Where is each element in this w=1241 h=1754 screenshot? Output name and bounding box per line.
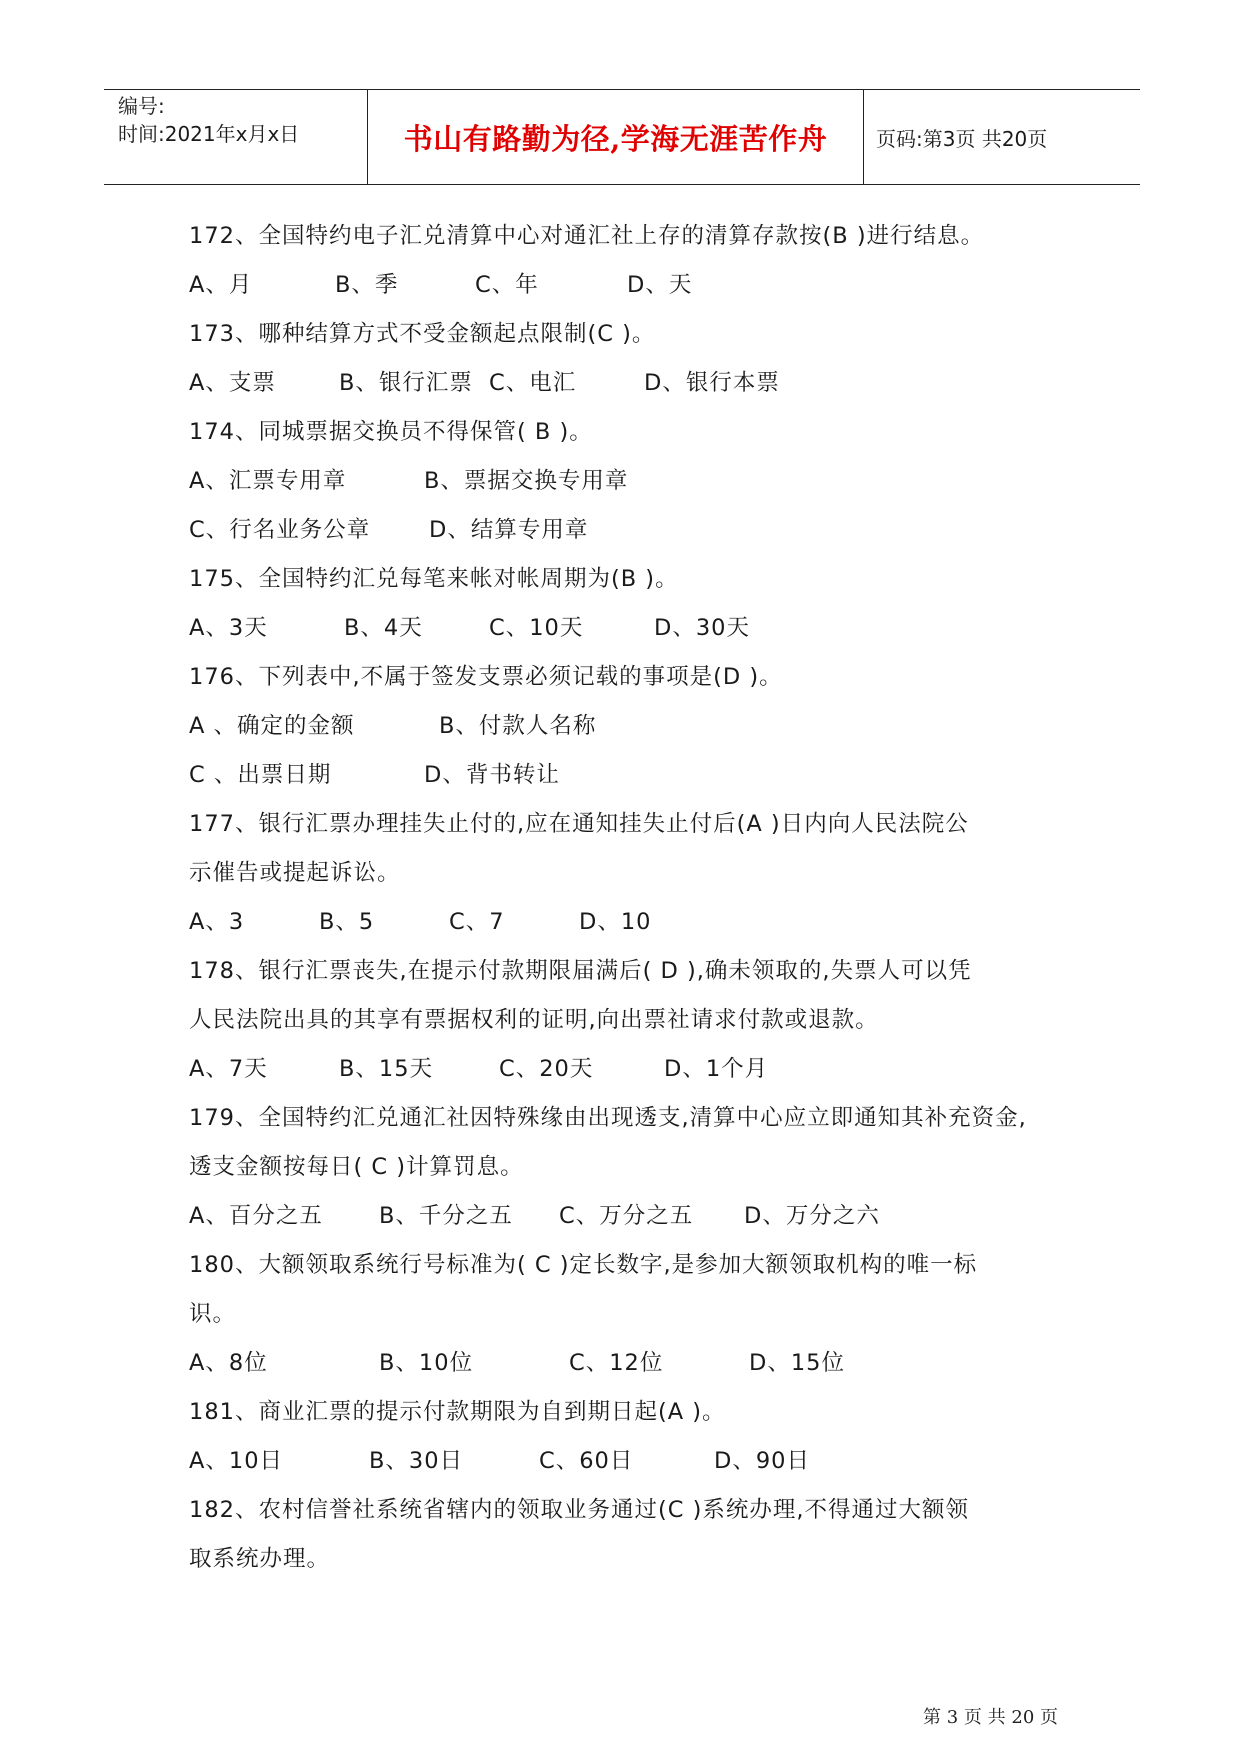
answer-option: A、7天 (189, 1056, 268, 1082)
answer-option: A、3 (189, 909, 245, 935)
answer-option: A 、确定的金额 (189, 713, 355, 739)
answer-option: D、10 (579, 909, 652, 935)
answer-option: D、万分之六 (744, 1203, 880, 1229)
header-page-cell (864, 90, 1140, 184)
question-text-line: 177、银行汇票办理挂失止付的,应在通知挂失止付后(A )日内向人民法院公 (189, 811, 969, 837)
answer-option: D、90日 (714, 1448, 810, 1474)
question-text-line: 182、农村信誉社系统省辖内的领取业务通过(C )系统办理,不得通过大额领 (189, 1497, 970, 1523)
answer-option: D、30天 (654, 615, 750, 641)
answer-option: B、千分之五 (379, 1203, 513, 1229)
answer-option: B、季 (335, 272, 399, 298)
question-text-line: 173、哪种结算方式不受金额起点限制(C )。 (189, 321, 656, 347)
answer-options-row (189, 359, 1079, 408)
answer-options-row (189, 1045, 1079, 1094)
page-footer: 第 3 页 共 20 页 (923, 1707, 1058, 1728)
answer-option: D、15位 (749, 1350, 845, 1376)
question-text-line: 179、全国特约汇兑通汇社因特殊缘由出现透支,清算中心应立即通知其补充资金, (189, 1105, 1027, 1131)
answer-option: B、票据交换专用章 (424, 468, 629, 494)
answer-option: A、汇票专用章 (189, 468, 347, 494)
answer-option: C 、出票日期 (189, 762, 332, 788)
answer-option: A、月 (189, 272, 253, 298)
answer-options-row (189, 261, 1079, 310)
header-meta-cell (104, 90, 368, 184)
answer-options-row (189, 1437, 1079, 1486)
question-text-line: 176、下列表中,不属于签发支票必须记载的事项是(D )。 (189, 664, 783, 690)
answer-option: C、12位 (569, 1350, 664, 1376)
answer-option: A、百分之五 (189, 1203, 323, 1229)
answer-option: C、7 (449, 909, 505, 935)
answer-options-row (189, 457, 1079, 506)
answer-option: B、4天 (344, 615, 423, 641)
answer-options-row (189, 506, 1079, 555)
page-header (104, 89, 1140, 185)
answer-option: D、银行本票 (644, 370, 780, 396)
answer-option: B、10位 (379, 1350, 474, 1376)
header-motto: 书山有路勤为径,学海无涯苦作舟 (403, 121, 828, 156)
question-text-line: 透支金额按每日( C )计算罚息。 (189, 1154, 524, 1180)
question-text-line: 180、大额领取系统行号标准为( C )定长数字,是参加大额领取机构的唯一标 (189, 1252, 978, 1278)
answer-options-row (189, 604, 1079, 653)
question-text-line: 178、银行汇票丧失,在提示付款期限届满后( D ),确未领取的,失票人可以凭 (189, 958, 972, 984)
question-text-line: 取系统办理。 (189, 1546, 331, 1572)
answer-option: D、背书转让 (424, 762, 560, 788)
answer-options-row (189, 898, 1079, 947)
question-list (189, 212, 1079, 1584)
answer-options-row (189, 751, 1079, 800)
answer-option: B、30日 (369, 1448, 464, 1474)
answer-option: B、15天 (339, 1056, 434, 1082)
answer-option: D、1个月 (664, 1056, 769, 1082)
answer-option: C、万分之五 (559, 1203, 694, 1229)
answer-option: A、3天 (189, 615, 268, 641)
answer-option: B、付款人名称 (439, 713, 597, 739)
header-motto-cell (368, 90, 864, 184)
answer-options-row (189, 702, 1079, 751)
answer-option: C、电汇 (489, 370, 577, 396)
question-text-line: 181、商业汇票的提示付款期限为自到期日起(A )。 (189, 1399, 726, 1425)
answer-option: D、结算专用章 (429, 517, 589, 543)
header-page-number: 页码:第3页 共20页 (876, 126, 1048, 151)
question-text-line: 174、同城票据交换员不得保管( B )。 (189, 419, 593, 445)
question-text-line: 识。 (189, 1301, 237, 1327)
answer-option: C、年 (475, 272, 539, 298)
answer-option: C、行名业务公章 (189, 517, 371, 543)
answer-options-row (189, 1192, 1079, 1241)
document-number-label: 编号: (118, 94, 165, 118)
answer-option: A、10日 (189, 1448, 284, 1474)
answer-option: A、支票 (189, 370, 276, 396)
answer-option: A、8位 (189, 1350, 268, 1376)
answer-option: C、10天 (489, 615, 584, 641)
answer-options-row (189, 1339, 1079, 1388)
answer-option: B、银行汇票 (339, 370, 473, 396)
answer-option: C、60日 (539, 1448, 634, 1474)
question-text-line: 示催告或提起诉讼。 (189, 860, 401, 886)
question-text-line: 175、全国特约汇兑每笔来帐对帐周期为(B )。 (189, 566, 679, 592)
answer-option: B、5 (319, 909, 375, 935)
question-text-line: 人民法院出具的其享有票据权利的证明,向出票社请求付款或退款。 (189, 1007, 879, 1033)
answer-option: C、20天 (499, 1056, 594, 1082)
document-time-label: 时间:2021年x月x日 (118, 122, 300, 146)
question-text-line: 172、全国特约电子汇兑清算中心对通汇社上存的清算存款按(B )进行结息。 (189, 223, 985, 249)
answer-option: D、天 (627, 272, 693, 298)
